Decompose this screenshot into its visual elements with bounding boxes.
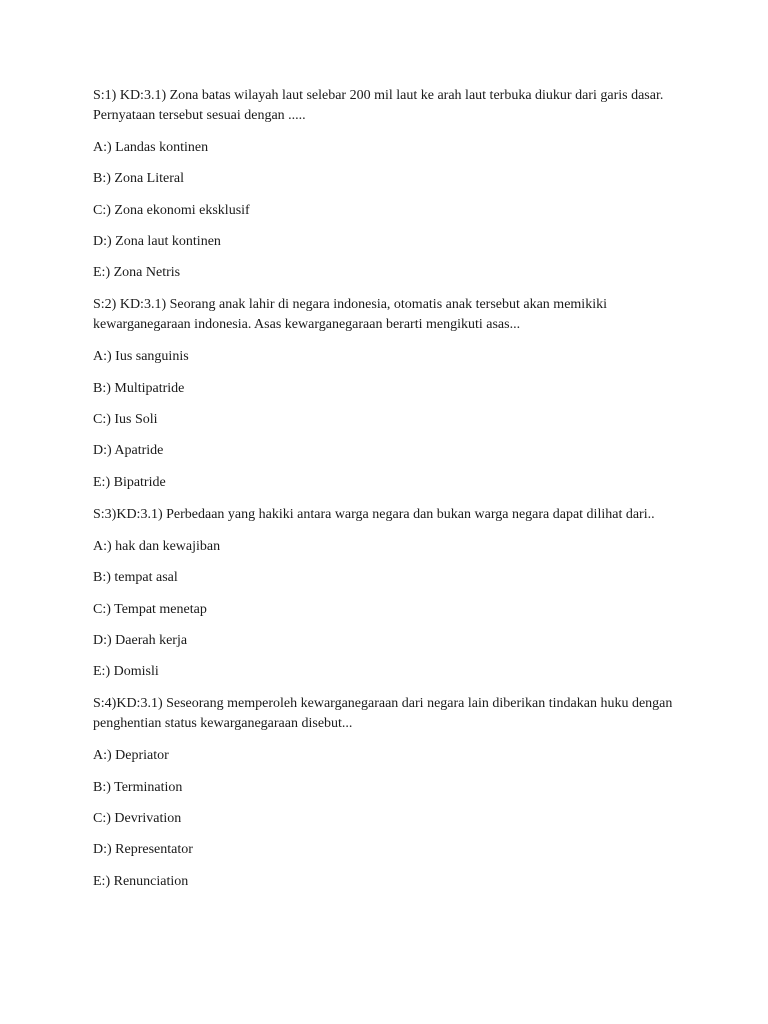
question-text: S:2) KD:3.1) Seorang anak lahir di negara indonesia, otomatis anak tersebut akan memikiki kewarganegaraan indonesia. Asas kewarganegaraan berarti mengikuti asas... (93, 297, 607, 333)
option-b: B:) tempat asal (93, 570, 178, 586)
option-b: B:) Multipatride (93, 380, 185, 396)
option-b: B:) Termination (93, 779, 183, 795)
option-d: D:) Zona laut kontinen (93, 233, 221, 249)
question-text: S:1) KD:3.1) Zona batas wilayah laut selebar 200 mil laut ke arah laut terbuka diukur dari garis dasar. Pernyataan tersebut sesuai dengan ..... (93, 88, 664, 123)
option-e: E:) Bipatride (93, 474, 166, 490)
option-c: C:) Tempat menetap (93, 601, 207, 617)
question-text: S:4)KD:3.1) Seseorang memperoleh kewarganegaraan dari negara lain diberikan tindakan huku dengan penghentian status kewarganegaraan disebut... (93, 696, 673, 732)
option-c: C:) Ius Soli (93, 412, 158, 428)
option-d: D:) Daerah kerja (93, 632, 188, 648)
question-block-2 (93, 295, 673, 491)
option-b: B:) Zona Literal (93, 171, 184, 187)
option-a: A:) hak dan kewajiban (93, 538, 221, 554)
option-e: E:) Zona Netris (93, 265, 181, 281)
option-e: E:) Domisli (93, 664, 159, 680)
option-d: D:) Representator (93, 842, 193, 858)
option-d: D:) Apatride (93, 443, 164, 459)
document-page (93, 86, 673, 904)
option-c: C:) Devrivation (93, 811, 182, 827)
option-a: A:) Landas kontinen (93, 140, 209, 155)
question-block-1 (93, 86, 673, 282)
option-a: A:) Depriator (93, 748, 169, 764)
option-a: A:) Ius sanguinis (93, 349, 189, 365)
option-e: E:) Renunciation (93, 873, 189, 889)
question-block-4 (93, 694, 673, 890)
question-block-3 (93, 505, 673, 681)
question-text: S:3)KD:3.1) Perbedaan yang hakiki antara warga negara dan bukan warga negara dapat dilihat dari.. (93, 506, 655, 522)
option-c: C:) Zona ekonomi eksklusif (93, 202, 250, 218)
